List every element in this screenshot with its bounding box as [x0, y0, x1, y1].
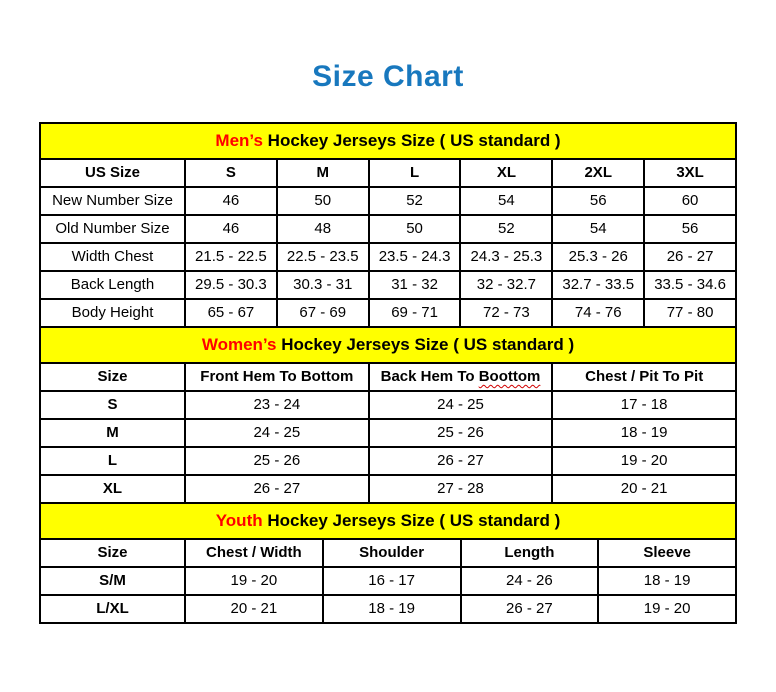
col-header-front-hem: Front Hem To Bottom — [185, 363, 369, 391]
size-cell: 26 - 27 — [461, 595, 599, 623]
mens-band-text: Hockey Jerseys Size ( US standard ) — [262, 130, 561, 150]
size-cell: 69 - 71 — [369, 299, 461, 327]
size-cell: 26 - 27 — [185, 475, 369, 503]
size-cell: 72 - 73 — [460, 299, 552, 327]
row-label: Width Chest — [40, 243, 185, 271]
size-cell: 19 - 20 — [598, 595, 736, 623]
size-cell: 65 - 67 — [185, 299, 277, 327]
size-cell: 32.7 - 33.5 — [552, 271, 644, 299]
size-cell: 25 - 26 — [185, 447, 369, 475]
size-cell: 52 — [369, 187, 461, 215]
size-cell: 54 — [552, 215, 644, 243]
mens-band-highlight: Men’s — [215, 130, 263, 150]
col-header-m: M — [277, 159, 369, 187]
col-header-2xl: 2XL — [552, 159, 644, 187]
col-header-l: L — [369, 159, 461, 187]
size-cell: 25 - 26 — [369, 419, 553, 447]
table-row-body-height — [40, 299, 736, 327]
size-cell: 18 - 19 — [552, 419, 736, 447]
size-cell: 19 - 20 — [185, 567, 323, 595]
size-cell: 50 — [277, 187, 369, 215]
col-header-3xl: 3XL — [644, 159, 736, 187]
back-hem-prefix: Back Hem To — [380, 368, 479, 385]
col-header-chest-width: Chest / Width — [185, 539, 323, 567]
size-cell: 24 - 25 — [185, 419, 369, 447]
row-label: S/M — [40, 567, 185, 595]
size-cell: 24 - 26 — [461, 567, 599, 595]
col-header-sleeve: Sleeve — [598, 539, 736, 567]
page-title: Size Chart — [312, 60, 464, 93]
row-label: Old Number Size — [40, 215, 185, 243]
row-label: L/XL — [40, 595, 185, 623]
size-cell: 20 - 21 — [552, 475, 736, 503]
womens-band — [40, 327, 736, 363]
size-cell: 26 - 27 — [644, 243, 736, 271]
size-cell: 23 - 24 — [185, 391, 369, 419]
size-cell: 77 - 80 — [644, 299, 736, 327]
size-cell: 30.3 - 31 — [277, 271, 369, 299]
size-cell: 25.3 - 26 — [552, 243, 644, 271]
womens-size-table — [39, 326, 737, 504]
col-header-size: Size — [40, 539, 185, 567]
row-label: Body Height — [40, 299, 185, 327]
table-row-women-l — [40, 447, 736, 475]
col-header-us-size: US Size — [40, 159, 185, 187]
youth-band-text: Hockey Jerseys Size ( US standard ) — [262, 510, 561, 530]
table-row-women-xl — [40, 475, 736, 503]
mens-size-table — [39, 122, 737, 328]
mens-band — [40, 123, 736, 159]
size-chart-tables — [39, 122, 737, 624]
col-header-length: Length — [461, 539, 599, 567]
table-row-women-m — [40, 419, 736, 447]
size-cell: 46 — [185, 187, 277, 215]
size-cell: 33.5 - 34.6 — [644, 271, 736, 299]
back-hem-misspelled-word: Boottom — [478, 368, 541, 385]
size-cell: 20 - 21 — [185, 595, 323, 623]
table-row-women-s — [40, 391, 736, 419]
size-cell: 48 — [277, 215, 369, 243]
size-cell: 23.5 - 24.3 — [369, 243, 461, 271]
size-cell: 24.3 - 25.3 — [460, 243, 552, 271]
col-header-back-hem — [369, 363, 553, 391]
col-header-shoulder: Shoulder — [323, 539, 461, 567]
row-label: S — [40, 391, 185, 419]
table-row-new-number-size — [40, 187, 736, 215]
size-cell: 46 — [185, 215, 277, 243]
size-cell: 24 - 25 — [369, 391, 553, 419]
size-cell: 31 - 32 — [369, 271, 461, 299]
size-cell: 26 - 27 — [369, 447, 553, 475]
size-cell: 32 - 32.7 — [460, 271, 552, 299]
size-cell: 67 - 69 — [277, 299, 369, 327]
youth-header-row — [40, 539, 736, 567]
size-cell: 17 - 18 — [552, 391, 736, 419]
size-cell: 56 — [644, 215, 736, 243]
col-header-chest-pit: Chest / Pit To Pit — [552, 363, 736, 391]
size-cell: 52 — [460, 215, 552, 243]
womens-band-text: Hockey Jerseys Size ( US standard ) — [276, 334, 575, 354]
size-cell: 50 — [369, 215, 461, 243]
col-header-size: Size — [40, 363, 185, 391]
womens-band-row — [40, 327, 736, 363]
size-cell: 60 — [644, 187, 736, 215]
table-row-youth-sm — [40, 567, 736, 595]
size-cell: 54 — [460, 187, 552, 215]
row-label: New Number Size — [40, 187, 185, 215]
youth-size-table — [39, 502, 737, 624]
size-cell: 56 — [552, 187, 644, 215]
size-cell: 22.5 - 23.5 — [277, 243, 369, 271]
row-label: Back Length — [40, 271, 185, 299]
size-cell: 19 - 20 — [552, 447, 736, 475]
col-header-s: S — [185, 159, 277, 187]
row-label: L — [40, 447, 185, 475]
table-row-youth-lxl — [40, 595, 736, 623]
size-cell: 74 - 76 — [552, 299, 644, 327]
col-header-xl: XL — [460, 159, 552, 187]
size-cell: 16 - 17 — [323, 567, 461, 595]
row-label: XL — [40, 475, 185, 503]
size-cell: 27 - 28 — [369, 475, 553, 503]
table-row-old-number-size — [40, 215, 736, 243]
size-cell: 21.5 - 22.5 — [185, 243, 277, 271]
mens-band-row — [40, 123, 736, 159]
youth-band — [40, 503, 736, 539]
mens-header-row — [40, 159, 736, 187]
size-cell: 18 - 19 — [598, 567, 736, 595]
womens-header-row — [40, 363, 736, 391]
size-cell: 29.5 - 30.3 — [185, 271, 277, 299]
size-cell: 18 - 19 — [323, 595, 461, 623]
table-row-back-length — [40, 271, 736, 299]
table-row-width-chest — [40, 243, 736, 271]
womens-band-highlight: Women’s — [201, 334, 277, 354]
youth-band-highlight: Youth — [215, 510, 263, 530]
row-label: M — [40, 419, 185, 447]
youth-band-row — [40, 503, 736, 539]
